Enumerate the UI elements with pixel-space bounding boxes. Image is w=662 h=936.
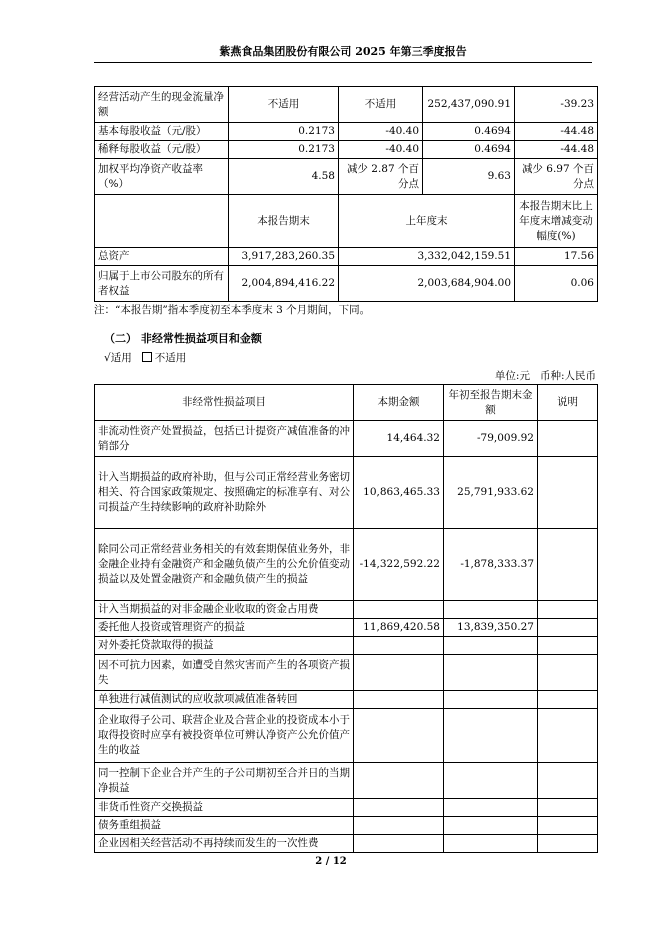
applicable-yes: √适用 xyxy=(104,352,132,364)
table-row xyxy=(95,248,598,266)
cell: 17.56 xyxy=(515,248,598,266)
table-row xyxy=(95,709,598,763)
currency-label: 币种:人民币 xyxy=(539,370,596,382)
cell xyxy=(354,637,444,655)
row-label: 总资产 xyxy=(95,248,229,266)
cell: 14,464.32 xyxy=(354,421,444,457)
item-cell: 对外委托贷款取得的损益 xyxy=(95,637,354,655)
row-label: 稀释每股收益（元/股） xyxy=(95,141,229,159)
cell: 0.06 xyxy=(515,266,598,302)
item-cell: 企业取得子公司、联营企业及合营企业的投资成本小于取得投资时应享有被投资单位可辨认净资产公允价值产生的收益 xyxy=(95,709,354,763)
table-header-row xyxy=(95,195,598,248)
cell: 9.63 xyxy=(423,159,515,195)
cell xyxy=(444,655,538,691)
cell: 不适用 xyxy=(229,87,339,123)
cell xyxy=(354,601,444,619)
cell: 25,791,933.62 xyxy=(444,457,538,529)
cell: 2,003,684,904.00 xyxy=(339,266,515,302)
cell xyxy=(444,709,538,763)
table-row xyxy=(95,817,598,835)
cell xyxy=(538,655,598,691)
cell xyxy=(538,529,598,601)
financial-indicators-table xyxy=(94,86,598,302)
header-cell xyxy=(95,195,229,248)
table-row xyxy=(95,159,598,195)
applicable-options xyxy=(104,350,186,365)
cell xyxy=(444,763,538,799)
row-label: 经营活动产生的现金流量净额 xyxy=(95,87,229,123)
cell: -39.23 xyxy=(515,87,598,123)
cell: 0.4694 xyxy=(423,141,515,159)
cell xyxy=(538,457,598,529)
table-row xyxy=(95,763,598,799)
cell xyxy=(354,835,444,853)
item-cell: 委托他人投资或管理资产的损益 xyxy=(95,619,354,637)
cell: 0.2173 xyxy=(229,123,339,141)
cell xyxy=(538,421,598,457)
cell: 252,437,090.91 xyxy=(423,87,515,123)
cell: 4.58 xyxy=(229,159,339,195)
table-header-row xyxy=(95,385,598,421)
cell: -40.40 xyxy=(339,141,423,159)
table-row xyxy=(95,619,598,637)
cell: 3,917,283,260.35 xyxy=(229,248,339,266)
header-cell: 本期金额 xyxy=(354,385,444,421)
cell: 10,863,465.33 xyxy=(354,457,444,529)
table-row xyxy=(95,266,598,302)
table-row xyxy=(95,421,598,457)
item-cell: 计入当期损益的政府补助，但与公司正常经营业务密切相关、符合国家政策规定、按照确定的标准享有、对公司损益产生持续影响的政府补助除外 xyxy=(95,457,354,529)
table-row xyxy=(95,637,598,655)
cell xyxy=(538,763,598,799)
header-cell: 上年度末 xyxy=(339,195,515,248)
unit-label: 单位:元 xyxy=(494,370,530,382)
item-cell: 同一控制下企业合并产生的子公司期初至合并日的当期净损益 xyxy=(95,763,354,799)
cell: -14,322,592.22 xyxy=(354,529,444,601)
cell: -44.48 xyxy=(515,123,598,141)
header-cell: 说明 xyxy=(538,385,598,421)
checkbox-icon xyxy=(142,352,152,362)
cell: 减少 6.97 个百分点 xyxy=(515,159,598,195)
cell: -79,009.92 xyxy=(444,421,538,457)
cell xyxy=(538,601,598,619)
header-cell: 年初至报告期末金额 xyxy=(444,385,538,421)
cell xyxy=(354,799,444,817)
item-cell: 非货币性资产交换损益 xyxy=(95,799,354,817)
table-row xyxy=(95,655,598,691)
cell: 2,004,894,416.22 xyxy=(229,266,339,302)
row-label: 加权平均净资产收益率（%） xyxy=(95,159,229,195)
item-cell: 计入当期损益的对非金融企业收取的资金占用费 xyxy=(95,601,354,619)
cell xyxy=(444,817,538,835)
item-cell: 企业因相关经营活动不再持续而发生的一次性费 xyxy=(95,835,354,853)
cell xyxy=(444,799,538,817)
item-cell: 债务重组损益 xyxy=(95,817,354,835)
cell xyxy=(444,637,538,655)
cell: -40.40 xyxy=(339,123,423,141)
item-cell: 单独进行减值测试的应收款项减值准备转回 xyxy=(95,691,354,709)
item-cell: 非流动性资产处置损益，包括已计提资产减值准备的冲销部分 xyxy=(95,421,354,457)
cell xyxy=(354,817,444,835)
cell xyxy=(538,817,598,835)
unit-line xyxy=(485,368,596,383)
item-cell: 因不可抗力因素，如遭受自然灾害而产生的各项资产损失 xyxy=(95,655,354,691)
cell xyxy=(444,601,538,619)
cell: 0.2173 xyxy=(229,141,339,159)
table-row xyxy=(95,529,598,601)
cell xyxy=(538,799,598,817)
page-header: 紫燕食品集团股份有限公司 2025 年第三季度报告 xyxy=(94,42,592,63)
cell xyxy=(538,709,598,763)
table-row xyxy=(95,601,598,619)
cell: -44.48 xyxy=(515,141,598,159)
table-row xyxy=(95,835,598,853)
cell xyxy=(354,709,444,763)
table-row xyxy=(95,799,598,817)
item-cell: 除同公司正常经营业务相关的有效套期保值业务外，非金融企业持有金融资产和金融负债产生的公允价值变动损益以及处置金融资产和金融负债产生的损益 xyxy=(95,529,354,601)
table-row xyxy=(95,87,598,123)
cell: 不适用 xyxy=(339,87,423,123)
header-cell: 本报告期末 xyxy=(229,195,339,248)
row-label: 归属于上市公司股东的所有者权益 xyxy=(95,266,229,302)
header-cell: 本报告期末比上年度末增减变动幅度(%) xyxy=(515,195,598,248)
cell xyxy=(354,691,444,709)
cell xyxy=(444,835,538,853)
cell xyxy=(538,619,598,637)
header-cell: 非经常性损益项目 xyxy=(95,385,354,421)
row-label: 基本每股收益（元/股） xyxy=(95,123,229,141)
cell: 0.4694 xyxy=(423,123,515,141)
cell: 13,839,350.27 xyxy=(444,619,538,637)
cell xyxy=(444,691,538,709)
table-row xyxy=(95,141,598,159)
non-recurring-items-table xyxy=(94,384,598,853)
table-row xyxy=(95,123,598,141)
cell xyxy=(354,655,444,691)
table-row xyxy=(95,691,598,709)
section-title: （二） 非经常性损益项目和金额 xyxy=(104,332,262,345)
cell: -1,878,333.37 xyxy=(444,529,538,601)
cell xyxy=(538,691,598,709)
cell: 11,869,420.58 xyxy=(354,619,444,637)
table-row xyxy=(95,457,598,529)
cell: 3,332,042,159.51 xyxy=(339,248,515,266)
cell xyxy=(354,763,444,799)
cell: 减少 2.87 个百分点 xyxy=(339,159,423,195)
cell xyxy=(538,637,598,655)
cell xyxy=(538,835,598,853)
applicable-no: 不适用 xyxy=(154,352,187,364)
footnote: 注：“本报告期”指本季度初至本季度末 3 个月期间，下同。 xyxy=(94,304,371,316)
page-number: 2 / 12 xyxy=(315,856,347,867)
